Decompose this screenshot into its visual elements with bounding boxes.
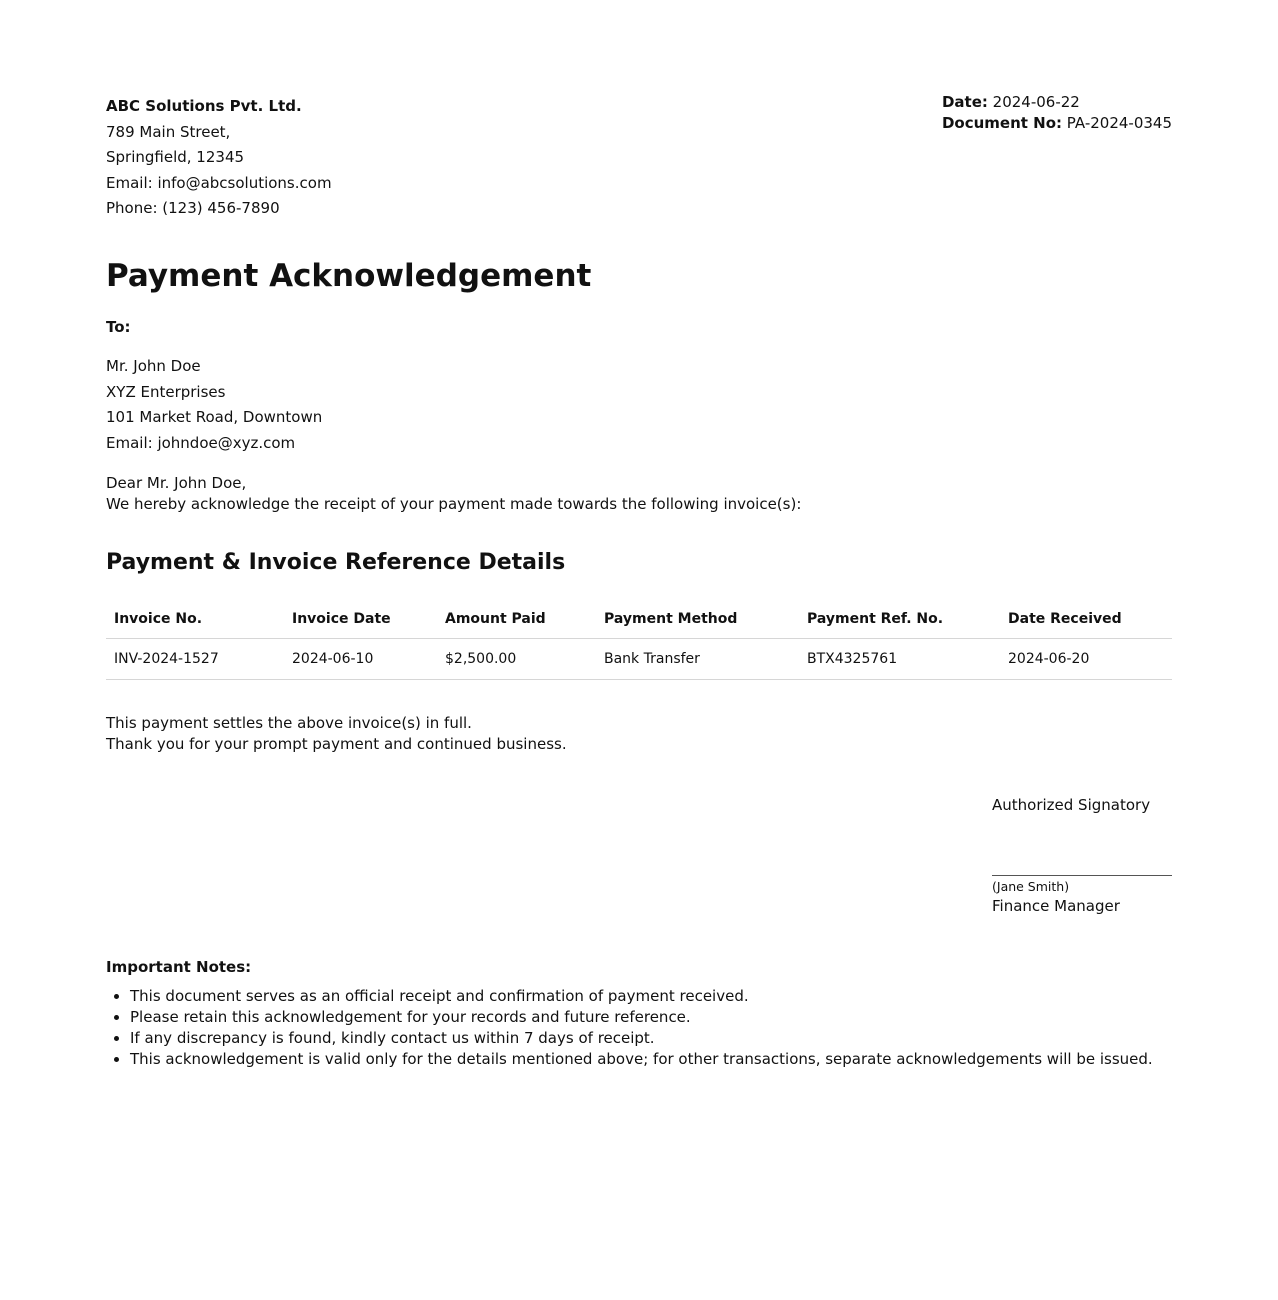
recipient-email: Email: johndoe@xyz.com [106,433,296,452]
document-number-value: PA-2024-0345 [1066,114,1172,132]
sender-email: Email: info@abcsolutions.com [106,173,332,192]
sender-block [106,94,332,222]
date-row [942,92,1172,113]
reference-table [106,599,1172,680]
closing-line-thanks: Thank you for your prompt payment and continued business. [106,735,567,753]
list-item: • This acknowledgement is valid only for the details mentioned above; for other transactions, separate acknowledgements will be issued. [130,1049,1172,1070]
salutation: Dear Mr. John Doe, [106,474,247,492]
list-item: • Please retain this acknowledgement for your records and future reference. [130,1007,1172,1028]
sender-company: ABC Solutions Pvt. Ltd. [106,97,302,115]
sender-phone: Phone: (123) 456-7890 [106,199,280,218]
column-header: Payment Ref. No. [799,599,1000,639]
payment-method-cell: Bank Transfer [596,639,799,680]
amount-paid-cell: $2,500.00 [437,639,596,680]
table-header-row [106,599,1172,639]
date-label: Date: [941,93,988,111]
invoice-number-cell: INV-2024-1527 [106,639,284,680]
list-item: • If any discrepancy is found, kindly contact us within 7 days of receipt. [130,1028,1172,1049]
list-item: • This document serves as an official receipt and confirmation of payment received. [130,986,1172,1007]
document-number-label: Document No: [941,114,1063,132]
signature-line [992,875,1172,876]
intro-text: We hereby acknowledge the receipt of your payment made towards the following invoice(s): [106,495,802,513]
sender-address-line2: Springfield, 12345 [106,148,245,167]
important-notes [106,957,1172,1070]
to-label: To: [106,318,131,336]
document-number-row [942,113,1172,134]
intro-block [106,473,801,515]
date-received-cell: 2024-06-20 [1000,639,1172,680]
closing-line-settlement: This payment settles the above invoice(s) in full. [106,714,472,732]
recipient-company: XYZ Enterprises [106,382,226,401]
recipient-address: 101 Market Road, Downtown [106,408,323,427]
document-meta [942,92,1172,134]
signature-block [992,794,1172,917]
signatory-title: Finance Manager [992,897,1120,915]
payment-ref-cell: BTX4325761 [799,639,1000,680]
column-header: Invoice No. [106,599,284,639]
notes-title: Important Notes: [106,958,252,976]
column-header: Invoice Date [284,599,437,639]
column-header: Date Received [1000,599,1172,639]
closing-block [106,713,567,755]
section-title: Payment & Invoice Reference Details [106,550,566,575]
column-header: Amount Paid [437,599,596,639]
page-title: Payment Acknowledgement [106,258,592,294]
sender-address-line1: 789 Main Street, [106,122,231,141]
notes-list [106,986,1172,1070]
date-value: 2024-06-22 [992,93,1080,111]
signatory-heading: Authorized Signatory [992,796,1151,814]
column-header: Payment Method [596,599,799,639]
invoice-date-cell: 2024-06-10 [284,639,437,680]
signatory-name: (Jane Smith) [992,879,1070,894]
recipient-name: Mr. John Doe [106,357,201,375]
recipient-block [106,354,322,456]
table-row [106,639,1172,680]
